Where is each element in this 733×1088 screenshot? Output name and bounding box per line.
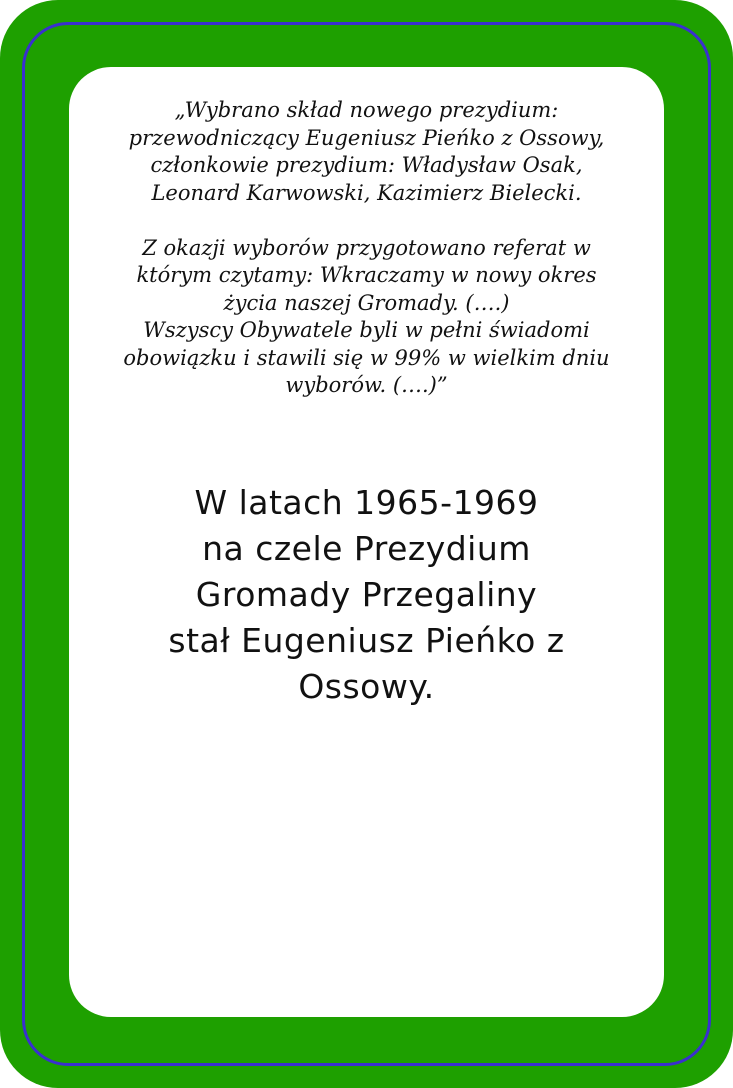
quote-line: wyborów. (….)” <box>285 373 448 397</box>
statement-line: Ossowy. <box>298 667 435 706</box>
statement-line: W latach 1965-1969 <box>194 483 539 522</box>
statement-line: stał Eugeniusz Pieńko z <box>168 621 565 660</box>
quote-line: obowiązku i stawili się w 99% w wielkim dniu <box>123 345 610 370</box>
quote-line: przewodniczący Eugeniusz Pieńko z Ossowy, <box>128 125 605 150</box>
content-panel <box>69 67 664 1017</box>
quote-line: Z okazji wyborów przygotowano referat w <box>142 235 591 260</box>
statement-block <box>69 480 664 710</box>
quote-line: którym czytamy: Wkraczamy w nowy okres <box>136 263 597 287</box>
quote-line: „Wybrano skład nowego prezydium: <box>174 98 559 122</box>
statement-line: na czele Prezydium <box>202 529 531 568</box>
quote-line: członkowie prezydium: Władysław Osak, <box>150 153 583 177</box>
quote-line: życia naszej Gromady. (….) <box>223 290 510 315</box>
quote-line: Wszyscy Obywatele byli w pełni świadomi <box>143 318 590 342</box>
quote-block <box>69 97 664 400</box>
statement-line: Gromady Przegaliny <box>195 575 538 614</box>
paragraph-gap <box>69 207 664 235</box>
quote-line: Leonard Karwowski, Kazimierz Bielecki. <box>151 180 582 205</box>
